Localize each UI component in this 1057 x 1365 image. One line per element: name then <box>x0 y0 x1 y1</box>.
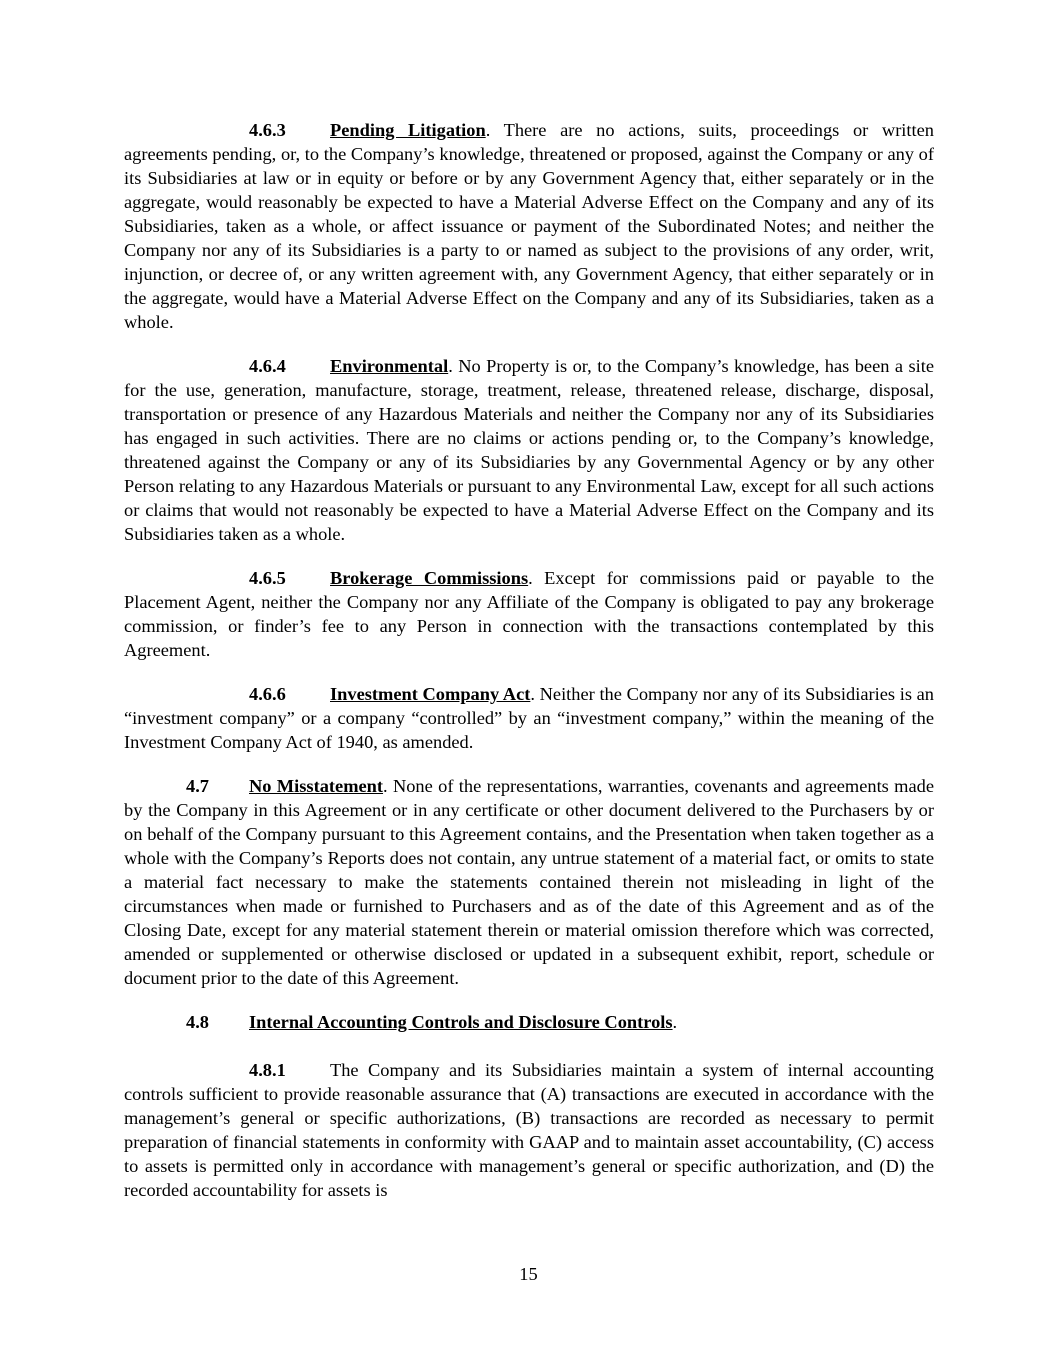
section-heading: Investment Company Act <box>330 684 531 704</box>
section-body: . None of the representations, warranties, covenants and agreements made by the Company in this Agreement or in any certificate or other document delivered to the Purchasers by or on behalf of the Company pursuant to this Agreement contains, and the Presentation when taken together as a whole with the Company’s Reports does not contain, any untrue statement of a material fact, or omits to state a material fact necessary to make the statements contained therein not misleading in light of the circumstances when made or furnished to Purchasers and as of the date of this Agreement and as of the Closing Date, except for any material statement therein or material omission therefore which was corrected, amended or supplemented or otherwise disclosed or updated in a subsequent exhibit, report, schedule or document prior to the date of this Agreement. <box>124 776 934 988</box>
section-body: . Except for commissions paid or payable to the Placement Agent, neither the Company nor any Affiliate of the Company is obligated to pay any brokerage commission, or finder’s fee to any Person in connection with the transactions contemplated by this Agreement. <box>124 568 934 660</box>
section-number: 4.6.5 <box>249 568 286 588</box>
section-heading: Environmental <box>330 356 449 376</box>
section-heading: Internal Accounting Controls and Disclosure Controls <box>249 1012 673 1032</box>
section-number: 4.6.3 <box>249 120 286 140</box>
section-4-8 <box>124 1010 934 1034</box>
section-body: . Neither the Company nor any of its Subsidiaries is an “investment company” or a company “controlled” by an “investment company,” within the meaning of the Investment Company Act of 1940, as amended. <box>124 684 934 752</box>
section-number: 4.6.6 <box>249 684 286 704</box>
page-number: 15 <box>519 1264 538 1284</box>
section-number: 4.8.1 <box>249 1060 286 1080</box>
section-number: 4.7 <box>186 776 209 796</box>
section-body: . <box>672 1012 678 1032</box>
section-body: The Company and its Subsidiaries maintain a system of internal accounting controls sufficient to provide reasonable assurance that (A) transactions are executed in accordance with the management’s general or specific authorizations, (B) transactions are recorded as necessary to permit preparation of financial statements in conformity with GAAP and to maintain asset accountability, (C) access to assets is permitted only in accordance with management’s general or specific authorization, and (D) the recorded accountability for assets is <box>124 1060 934 1200</box>
document-page <box>124 118 934 1222</box>
section-heading: Brokerage Commissions <box>330 568 529 588</box>
section-body: . There are no actions, suits, proceedings or written agreements pending, or, to the Company’s knowledge, threatened or proposed, against the Company or any of its Subsidiaries at law or in equity or before or by any Government Agency that, either separately or in the aggregate, would reasonably be expected to have a Material Adverse Effect on the Company and any of its Subsidiaries, taken as a whole, or affect issuance or payment of the Subordinated Notes; and neither the Company nor any of its Subsidiaries is a party to or named as subject to the provisions of any order, writ, injunction, or decree of, or any written agreement with, any Government Agency, that either separately or in the aggregate, would have a Material Adverse Effect on the Company and any of its Subsidiaries, taken as a whole. <box>124 120 934 332</box>
section-number: 4.8 <box>186 1012 209 1032</box>
section-number: 4.6.4 <box>249 356 286 376</box>
section-heading: Pending Litigation <box>330 120 486 140</box>
section-4-6-5 <box>124 566 934 662</box>
section-4-6-6 <box>124 682 934 754</box>
section-4-8-1 <box>124 1058 934 1202</box>
section-4-7 <box>124 774 934 990</box>
section-heading: No Misstatement <box>249 776 384 796</box>
section-4-6-3 <box>124 118 934 334</box>
section-body: . No Property is or, to the Company’s knowledge, has been a site for the use, generation, manufacture, storage, treatment, release, threatened release, discharge, disposal, transportation or presence of any Hazardous Materials and neither the Company nor any of its Subsidiaries has engaged in such activities. There are no claims or actions pending or, to the Company’s knowledge, threatened against the Company or any of its Subsidiaries by any Governmental Agency or by any other Person relating to any Hazardous Materials or pursuant to any Environmental Law, except for all such actions or claims that would not reasonably be expected to have a Material Adverse Effect on the Company and its Subsidiaries taken as a whole. <box>124 356 934 544</box>
section-4-6-4 <box>124 354 934 546</box>
